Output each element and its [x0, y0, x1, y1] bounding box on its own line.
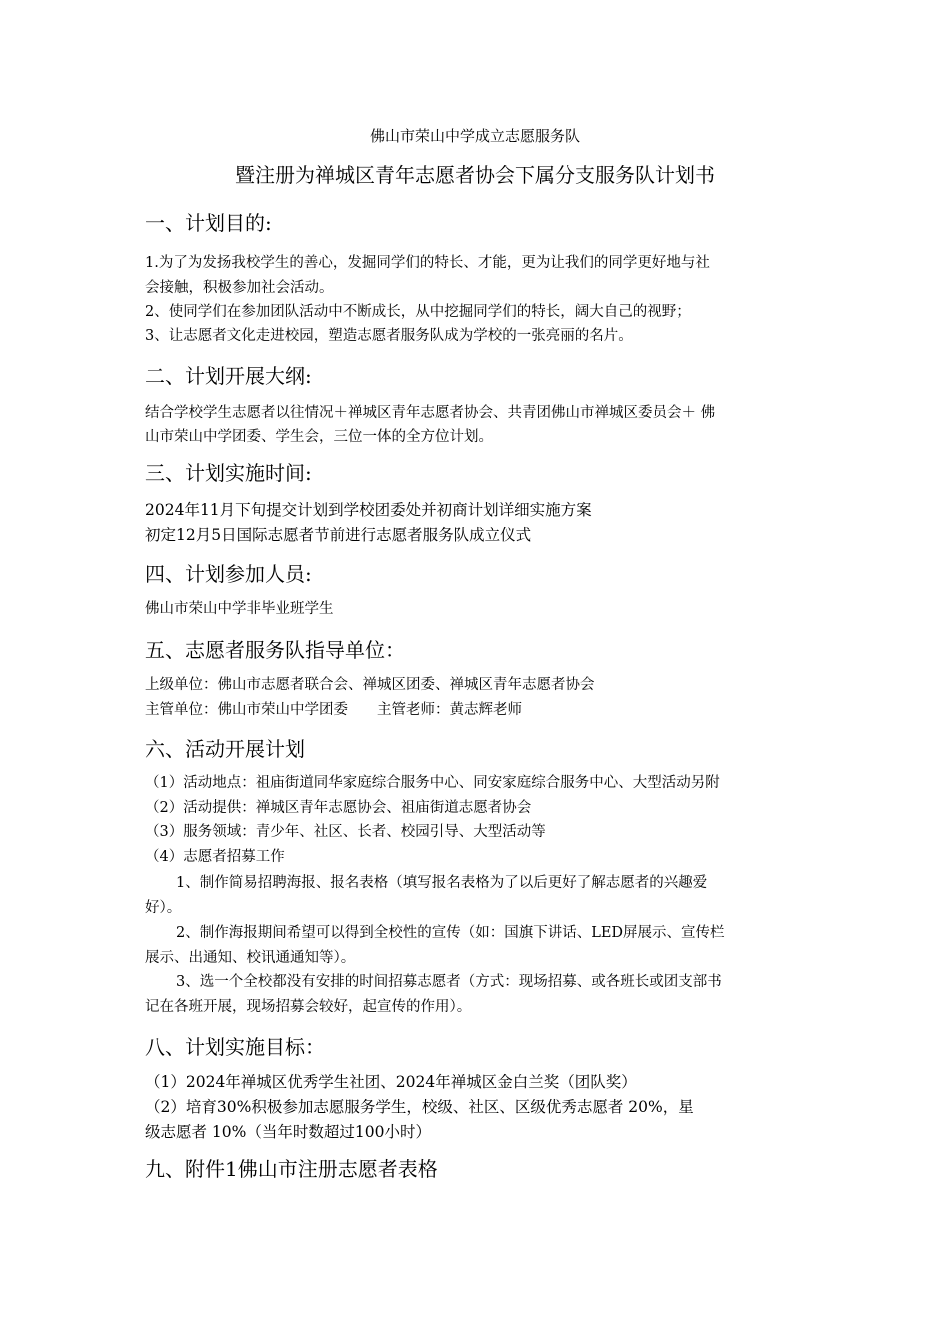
list-item: 2、制作海报期间希望可以得到全校性的宣传（如：国旗下讲话、LED屏展示、宣传栏 — [176, 925, 725, 941]
document-title-line2: 暨注册为禅城区青年志愿者协会下属分支服务队计划书 — [235, 163, 715, 187]
list-item: （3）服务领域：青少年、社区、长者、校园引导、大型活动等 — [145, 824, 546, 840]
list-item: （4）志愿者招募工作 — [145, 849, 285, 865]
paragraph: 初定12月5日国际志愿者节前进行志愿者服务队成立仪式 — [145, 526, 532, 544]
section-heading-purpose: 一、计划目的: — [145, 211, 272, 235]
section-heading-activity-plan: 六、活动开展计划 — [145, 737, 305, 761]
paragraph: 1.为了为发扬我校学生的善心，发掘同学们的特长、才能，更为让我们的同学更好地与社 — [145, 255, 710, 271]
section-heading-appendix: 九、附件1佛山市注册志愿者表格 — [145, 1157, 438, 1181]
list-item: 1、制作简易招聘海报、报名表格（填写报名表格为了以后更好了解志愿者的兴趣爱 — [176, 875, 708, 891]
list-item: 记在各班开展，现场招募会较好，起宣传的作用）。 — [145, 999, 472, 1015]
paragraph: 结合学校学生志愿者以往情况＋禅城区青年志愿者协会、共青团佛山市禅城区委员会＋ 佛 — [145, 405, 716, 421]
list-item: 展示、出通知、校讯通通知等）。 — [145, 950, 356, 966]
list-item: 级志愿者 10%（当年时数超过100小时） — [145, 1123, 431, 1141]
list-item: （1）2024年禅城区优秀学生社团、2024年禅城区金白兰奖（团队奖） — [145, 1073, 637, 1091]
paragraph: 3、让志愿者文化走进校园，塑造志愿者服务队成为学校的一张亮丽的名片。 — [145, 328, 633, 344]
section-heading-participants: 四、计划参加人员: — [145, 562, 312, 586]
paragraph: 会接触，积极参加社会活动。 — [145, 280, 334, 296]
list-item: 好）。 — [145, 900, 182, 916]
paragraph: 上级单位：佛山市志愿者联合会、禅城区团委、禅城区青年志愿者协会 — [145, 677, 595, 693]
list-item: 3、选一个全校都没有安排的时间招募志愿者（方式：现场招募、或各班长或团支部书 — [176, 974, 722, 990]
paragraph: 2、使同学们在参加团队活动中不断成长，从中挖掘同学们的特长，阔大自己的视野； — [145, 304, 691, 320]
list-item: （1）活动地点：祖庙街道同华家庭综合服务中心、同安家庭综合服务中心、大型活动另附 — [145, 775, 720, 791]
document-title-line1: 佛山市荣山中学成立志愿服务队 — [369, 127, 580, 145]
paragraph: 2024年11月下旬提交计划到学校团委处并初商计划详细实施方案 — [145, 501, 592, 519]
section-heading-time: 三、计划实施时间: — [145, 461, 312, 485]
section-heading-goals: 八、计划实施目标： — [145, 1035, 325, 1059]
list-item: （2）活动提供：禅城区青年志愿协会、祖庙街道志愿者协会 — [145, 800, 532, 816]
section-heading-outline: 二、计划开展大纲: — [145, 364, 312, 388]
paragraph: 主管单位：佛山市荣山中学团委 主管老师：黄志辉老师 — [145, 702, 522, 718]
list-item: （2）培育30%积极参加志愿服务学生，校级、社区、区级优秀志愿者 20%，星 — [145, 1098, 694, 1116]
section-heading-guidance: 五、志愿者服务队指导单位： — [145, 638, 405, 662]
paragraph: 佛山市荣山中学非毕业班学生 — [145, 601, 334, 617]
paragraph: 山市荣山中学团委、学生会，三位一体的全方位计划。 — [145, 429, 493, 445]
